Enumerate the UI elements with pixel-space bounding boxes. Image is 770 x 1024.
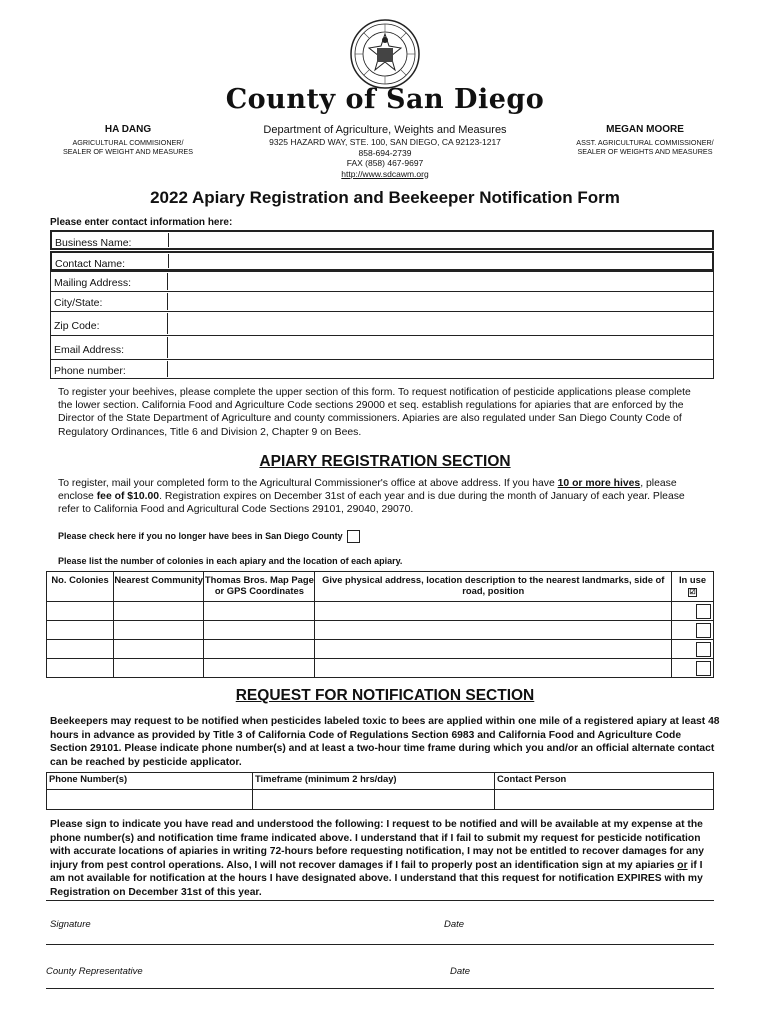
asst-commissioner-title-line-1: ASST. AGRICULTURAL COMMISSIONER/ (576, 138, 714, 147)
business-name-field[interactable] (168, 233, 711, 247)
table-row (47, 659, 714, 678)
phone-number-label: Phone number: (54, 365, 126, 377)
contact-row-email (50, 335, 714, 359)
commissioner-name: HA DANG (104, 124, 152, 135)
contact-name-field[interactable] (168, 254, 711, 268)
asst-commissioner-title-line-2: SEALER OF WEIGHTS AND MEASURES (577, 147, 713, 156)
county-title: County of San Diego (225, 84, 545, 115)
department-block (220, 124, 550, 179)
cell[interactable] (204, 602, 315, 621)
date-label: Date (444, 919, 465, 930)
no-bees-checkbox[interactable] (347, 530, 360, 543)
no-bees-label: Please check here if you no longer have bees in San Diego County (58, 530, 343, 541)
department-name: Department of Agriculture, Weights and Measures (263, 124, 507, 136)
registration-text-1: To register, mail your completed form to the Agricultural Commissioner's office at above address. If you have (58, 478, 558, 489)
cell[interactable] (114, 640, 204, 659)
registration-text-3: . Registration expires on December 31st of each year and is due during the month of January of each year. Please refer to California Food and Agricultural Code Sections 29101, 29040, 29070. (58, 491, 685, 516)
ack-text-1: Please sign to indicate you have read and understood the following: I request to be notified and will be available at my expense at the phone number(s) and notification time frame indicated above. I understand that if I fail to submit my request for pesticide notification with accurate locations of apiaries in writing 72-hours before requesting notification, I may not be entitled to recover damages for any injury from pest control operations. Also, I will not recover damages if I fail to properly post an identification sign at my apiaries (50, 819, 704, 871)
contact-row-phone (50, 359, 714, 379)
county-representative-label: County Representative (46, 966, 143, 977)
in-use-cell (672, 602, 714, 621)
asst-commissioner-block (560, 124, 730, 156)
notification-section-title: REQUEST FOR NOTIFICATION SECTION (235, 687, 535, 704)
contact-prompt: Please enter contact information here: (50, 217, 233, 228)
table-row (47, 790, 714, 810)
city-state-field[interactable] (167, 293, 712, 310)
col-nearest-community: Nearest Community (114, 572, 204, 602)
email-address-label: Email Address: (54, 344, 125, 356)
cell[interactable] (204, 659, 315, 678)
commissioner-title (48, 138, 208, 156)
contact-row-business-name (50, 230, 714, 250)
cell[interactable] (315, 602, 672, 621)
apiary-registration-title: APIARY REGISTRATION SECTION (259, 453, 511, 470)
date-label-2: Date (450, 966, 471, 977)
phone-number-field[interactable] (167, 361, 712, 377)
colony-list-prompt: Please list the number of colonies in each apiary and the location of each apiary. (58, 556, 403, 566)
commissioner-title-line-2: SEALER OF WEIGHT AND MEASURES (62, 147, 194, 156)
commissioner-block (48, 124, 208, 156)
col-contact-person: Contact Person (495, 773, 714, 790)
cell[interactable] (114, 659, 204, 678)
zip-code-field[interactable] (167, 313, 712, 334)
department-website-link[interactable]: http://www.sdcawm.org (341, 168, 429, 179)
in-use-checkbox[interactable] (696, 661, 711, 676)
mailing-address-field[interactable] (167, 273, 712, 290)
in-use-cell (672, 640, 714, 659)
asst-commissioner-name: MEGAN MOORE (606, 124, 684, 135)
table-row (47, 621, 714, 640)
notification-paragraph: Beekeepers may request to be notified when pesticides labeled toxic to bees are applied within one mile of a registered apiary at least 48 hours in advance as provided by Title 3 of California Code of Regulations Section 6983 and California Food and Agriculture Code Section 29101. Please indicate phone number(s) and at least a two-hour time frame during which you and/or an official alternate contact can be reached by pesticide applicator. (50, 716, 720, 768)
phone-numbers-field[interactable] (47, 790, 253, 810)
cell[interactable] (47, 621, 114, 640)
ack-or: or (677, 859, 688, 871)
contact-row-city-state (50, 291, 714, 311)
contact-person-field[interactable] (495, 790, 714, 810)
apiary-table (46, 571, 714, 678)
registration-paragraph (58, 477, 708, 517)
notification-table-header (47, 773, 714, 790)
in-use-cell (672, 659, 714, 678)
registration-fee: fee of $10.00 (96, 491, 160, 503)
col-map-gps: Thomas Bros. Map Page or GPS Coordinates (204, 572, 315, 602)
col-in-use-label: In use (678, 574, 707, 585)
ack-text-2: if I am not available for notification at the hours I have designated above. I understand that this request for notification EXPIRES with my Registration on December 31st of this year. (50, 859, 703, 898)
business-name-label: Business Name: (55, 237, 132, 249)
mailing-address-label: Mailing Address: (54, 277, 132, 289)
no-bees-row (58, 530, 360, 543)
col-phone-numbers: Phone Number(s) (47, 773, 253, 790)
department-phone: 858-694-2739 (358, 147, 412, 158)
county-rep-line[interactable] (46, 988, 714, 989)
cell[interactable] (315, 621, 672, 640)
zip-code-label: Zip Code: (54, 320, 100, 332)
cell[interactable] (315, 659, 672, 678)
signature-line[interactable] (46, 944, 714, 945)
form-title: 2022 Apiary Registration and Beekeeper Notification Form (150, 188, 620, 207)
col-no-colonies: No. Colonies (47, 572, 114, 602)
hive-threshold: 10 or more hives (557, 478, 641, 489)
col-timeframe: Timeframe (minimum 2 hrs/day) (253, 773, 495, 790)
table-row (47, 640, 714, 659)
apiary-table-header (47, 572, 714, 602)
email-address-field[interactable] (167, 337, 712, 358)
cell[interactable] (47, 602, 114, 621)
county-seal-logo (349, 18, 421, 90)
intro-paragraph: To register your beehives, please complete the upper section of this form. To request notification of pesticide applications please complete the lower section. California Food and Agriculture Code sections 29000 et seq. establish regulations for apiaries that are enforced by the Director of the State Department of Agriculture and county commissioners. Apiaries are also regulated under San Diego County Code of Regulatory Ordinances, Title 6 and Division 2, Chapter 9 on Bees. (58, 387, 691, 438)
col-in-use (672, 572, 714, 602)
commissioner-title-line-1: AGRICULTURAL COMMISIONER/ (72, 138, 184, 147)
registration-text-2: , please enclose (58, 478, 677, 503)
notification-table (46, 772, 714, 810)
department-address: 9325 HAZARD WAY, STE. 100, SAN DIEGO, CA 92123-1217 (269, 137, 501, 147)
timeframe-field[interactable] (253, 790, 495, 810)
col-physical-address: Give physical address, location description to the nearest landmarks, side of road, position (315, 572, 672, 602)
cell[interactable] (204, 640, 315, 659)
department-fax: FAX (858) 467-9697 (346, 158, 424, 168)
contact-row-contact-name (50, 251, 714, 271)
cell[interactable] (114, 602, 204, 621)
in-use-checkbox[interactable] (696, 623, 711, 638)
in-use-check-icon: ☑ (689, 589, 696, 596)
cell[interactable] (315, 640, 672, 659)
signature-acknowledgement (50, 818, 720, 899)
signature-divider-top (46, 900, 714, 901)
cell[interactable] (114, 621, 204, 640)
in-use-cell (672, 621, 714, 640)
contact-row-zip-code (50, 311, 714, 335)
in-use-checkbox[interactable] (696, 642, 711, 657)
city-state-label: City/State: (54, 297, 103, 309)
asst-commissioner-title (560, 138, 730, 156)
in-use-checkbox[interactable] (696, 604, 711, 619)
cell[interactable] (204, 621, 315, 640)
contact-name-label: Contact Name: (55, 258, 126, 270)
signature-label: Signature (50, 919, 91, 930)
contact-info-table (50, 230, 714, 379)
table-row (47, 602, 714, 621)
cell[interactable] (47, 640, 114, 659)
cell[interactable] (47, 659, 114, 678)
contact-row-mailing-address (50, 271, 714, 291)
